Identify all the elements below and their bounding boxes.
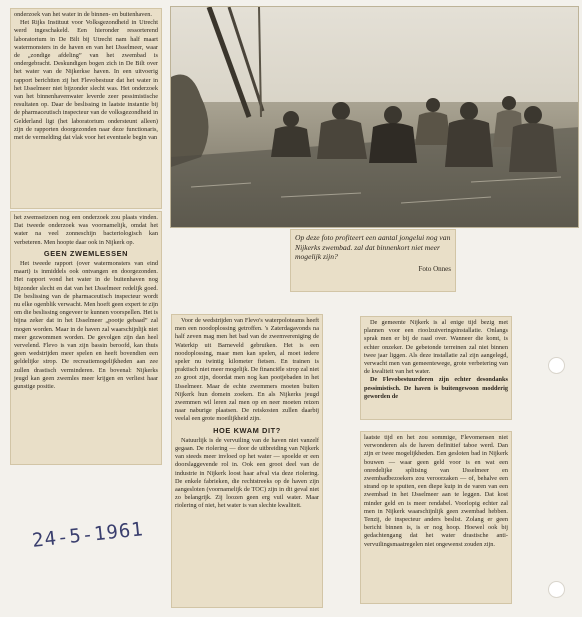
punch-hole-bottom (548, 581, 565, 598)
photo-credit: Foto Onnes (418, 264, 451, 273)
clip2-body: Het tweede rapport (over watermonsters van eind maart) is inmiddels ook ontvangen en doorgezonden. Het rapport vond het water in de buitenhaven nog bijzonder slecht en dat van het IJsselmeer redelijk goed. De beslissing van de pharmaceutisch inspecteur wordt nu elke ogenblik verwacht. Men hoeft geen expert te zijn om die beslissing ongeveer te kunnen voorspellen. Het is bijna zeker dat in het IJsselmeer „pootje gebaad” zal mogen worden. Maar in de haven zal waarschijnlijk niet meer gezwommen worden. De gevolgen zijn dan heel vervelend. Flevo is van zijn bassin beroofd, kan thuis geen wedstrijden meer spelen en heeft bovendien een geldelijke strop. De recreatiemogelijkheden aan zee zullen drastisch verminderen. En bovenal: Nijkerks jeugd kan geen zwemles meer krijgen en verliest haar gunstige positie. (14, 260, 158, 391)
article-clipping-3 (171, 314, 323, 608)
clip2-heading: GEEN ZWEMLESSEN (43, 248, 129, 258)
clip1-para-1: onderzoek van het water in de binnen- en buitenhaven. (14, 11, 152, 18)
article-clipping-4 (360, 316, 512, 420)
clip3-heading: HOE KWAM DIT? (213, 425, 281, 435)
clip4-bold-para: De Flevobestuurderen zijn echter desondanks pessimistisch. De haven is buitengewoon modderig geworden de (364, 376, 508, 400)
swimmers-photo-image (171, 7, 579, 228)
clip2-intro: het zwemseizoen nog een onderzoek zou plaats vinden. Dat tweede onderzoek was voornamelijk, omdat het water na veel zonneschijn bacteriologisch kan verbeteren. Men hoopte daar ook in Nijkerk op. (14, 214, 158, 246)
clip3-body: Natuurlijk is de vervuiling van de haven niet vanzelf gegaan. De riolering — door de uitbreiding van Nijkerk van steeds meer invloed op het water — spoelde er een doorslaggevende rol in. Ook een groot deel van de industrie in Nijkerk loost haar afval via deze riolering. De enkele fabrieken, die rechtstreeks op de haven zijn aangesloten (voornamelijk de TOC) zijn in dit geval niet zo belangrijk. Zij loozen geen erg vuil water. Maar riolering of niet, het water is van slechte kwaliteit. (175, 436, 319, 510)
photo-caption (290, 229, 456, 292)
punch-hole-top (548, 357, 565, 374)
handwritten-date: 24-5-1961 (31, 518, 145, 552)
swimmers-photo (170, 6, 579, 228)
clip5-para-1: laatste tijd en het zou sommige, Flevomensen niet verwonderen als de haven definitief taboe werd. Dan zijn er twee mogelijkheden. Een gesloten bad in Nijkerk bouwen — waar geen geld voor is en wat een onredelijke splitsing van IJsselmeer en zwembadbezoekers zou veroorzaken — of, behalve een strand op te spuiten, een diepe kuip in de varen van een zwembad in het IJsselmeer aan te leggen. Dat kost minder geld en is meer rendabel. Voorlopig echter zal men in Nijkerk waarschijnlijk geen zwembad hebben. Tenzij, de inspecteur anders beslist. Zolang er geen bericht binnen is, is er nog hoop. Hoewel ook bij gedachtengang dat het water drastische anti-vervuilingsmaatregelen niet ongewenst zouden zijn. (364, 434, 508, 548)
photo-caption-text: Op deze foto profiteert een aantal jongelui nog van Nijkerks zwembad. zal dat binnenkort niet meer mogelijk zijn? (295, 233, 451, 262)
article-clipping-5 (360, 431, 512, 604)
clip4-para-1: De gemeente Nijkerk is al enige tijd bezig met plannen voor een rioolzuiveringsinstallatie. Onlangs sprak men er bij de raad over. Wanneer die komt, is echter onzeker. De gebetonde terreinen zal niet binnen twee jaar liggen. Als deze installatie zal zijn aangelegd, verwacht men van gemeentewege, grote verbetering van de kwaliteit van het water. (364, 319, 508, 376)
article-clipping-1 (10, 8, 162, 209)
article-clipping-2 (10, 211, 162, 465)
clip1-para-2: Het Rijks Instituut voor Volksgezondheid in Utrecht werd ingeschakeld. Een hieronder ressorterend laboratorium in De Bilt bij Utrecht nam half maart watermonsters in de haven en van het IJsselmeer, waar de „zondige afdeling” van het zwembad is ondergebracht. Deskundigen bogen zich in De Bilt over het water van de Nijkerkse haven. In een uitvoerig rapport berichtten zij het Flevobestuur dat het water in het IJsselmeer niet bijzonder slecht was. Het onderzoek van het binnenhavenwater leverde zeer pessimistische resultaten op. Daar de beslissing in laatste instantie bij de pharmaceutisch inspecteur van de volksgezondheid in Gelderland ligt (het laboratorium ondersteunt alleen) zijn de rapporten doorgezonden naar deze functionaris, met de vermelding dat vlak voor het eventuele begin van (14, 19, 158, 142)
clip3-para-1: Voor de wedstrijden van Flevo's waterpoloteams heeft men een noodoplossing getroffen. 's Zaterdagavonds na half zeven mag men het bad van de zwemvereniging de Waterkip uit Barneveld gebruiken. Het is een noodoplossing, maar men kan spelen, al moet iedere speler nu twintig kilometer fietsen. En trainen is praktisch niet meer mogelijk. De financiële strop zal niet zo groot zijn, doordat men nog kan pootjebaden in het IJsselmeer. Maar de echte zwemmers moeten buiten Nijkerk hun domein zoeken. En als Nijkerks jeugd zwemmen wil leren zal men op en neer moeten reizen naar naburige plaatsen. De reiskosten zullen daarbij veelal een grote moeilijkheid zijn. (175, 317, 319, 423)
